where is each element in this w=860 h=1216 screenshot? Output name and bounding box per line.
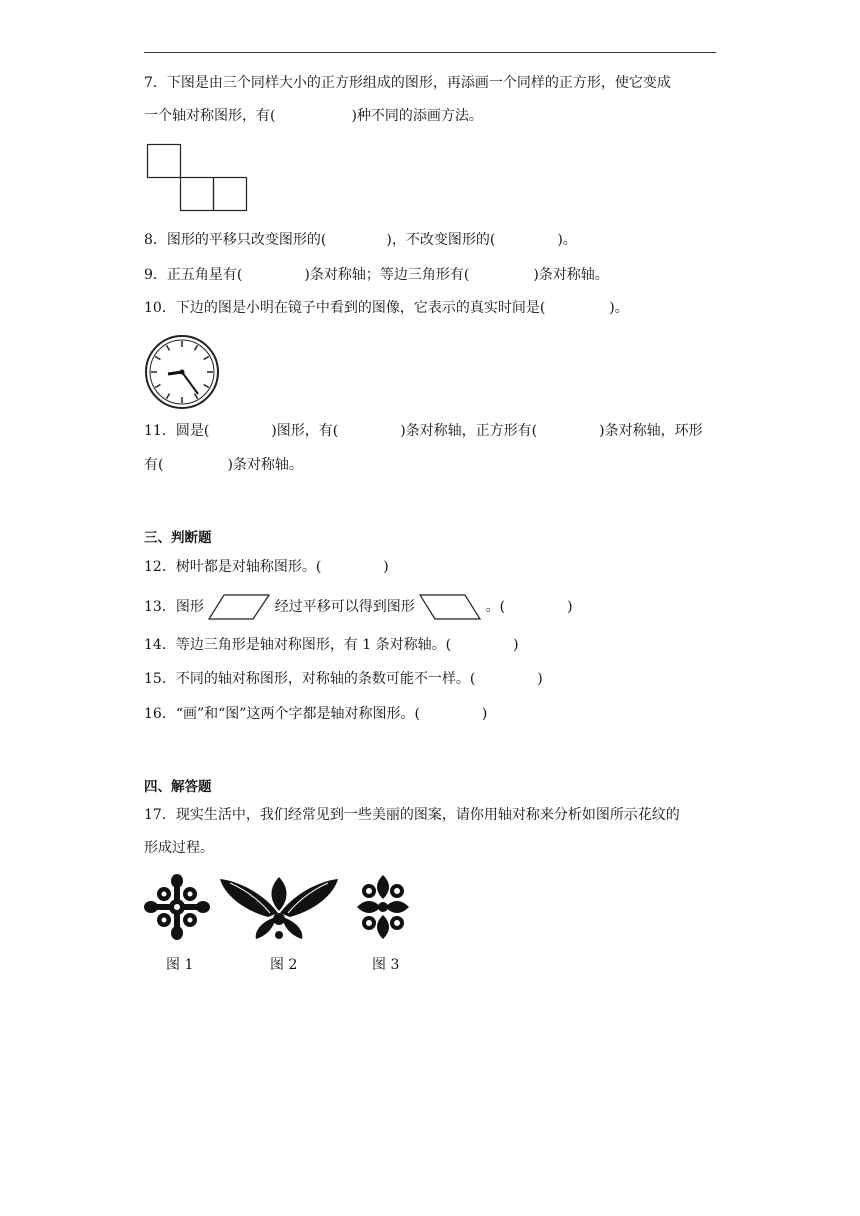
pattern-figure-2 <box>218 873 340 941</box>
pattern-figure-3 <box>355 873 411 941</box>
q11-line1: 11．圆是( )图形，有( )条对称轴，正方形有( )条对称轴，环形 <box>144 423 703 439</box>
q12-line: 12．树叶都是对轴称图形。( ) <box>144 559 389 575</box>
q8-line: 8．图形的平移只改变图形的( )，不改变图形的( )。 <box>144 232 577 248</box>
caption-figure-2: 图 2 <box>270 957 298 973</box>
header-rule <box>144 52 716 53</box>
q17-line2: 形成过程。 <box>144 840 214 856</box>
q17-line1: 17．现实生活中，我们经常见到一些美丽的图案，请你用轴对称来分析如图所示花纹的 <box>144 807 680 823</box>
q14-line: 14．等边三角形是轴对称图形，有 1 条对称轴。( ) <box>144 637 519 653</box>
q7-line2: 一个轴对称图形，有( )种不同的添画方法。 <box>144 108 483 124</box>
pattern-figure-1 <box>144 873 210 941</box>
caption-figure-1: 图 1 <box>166 957 194 973</box>
q10-line: 10．下边的图是小明在镜子中看到的图像，它表示的真实时间是( )。 <box>144 300 629 316</box>
section4-heading: 四、解答题 <box>144 779 212 795</box>
q13-line: 13．图形 经过平移可以得到图形 。( ) <box>144 593 573 621</box>
q9-line: 9．正五角星有( )条对称轴；等边三角形有( )条对称轴。 <box>144 267 609 283</box>
mirror-clock-figure <box>144 334 220 410</box>
parallelogram-left-lean-icon <box>419 593 481 621</box>
q16-line: 16．“画”和“图”这两个字都是轴对称图形。( ) <box>144 706 488 722</box>
parallelogram-right-lean-icon <box>208 593 270 621</box>
q11-line2: 有( )条对称轴。 <box>144 457 303 473</box>
q7-line1: 7．下图是由三个同样大小的正方形组成的图形，再添画一个同样的正方形，使它变成 <box>144 75 671 91</box>
caption-figure-3: 图 3 <box>372 957 400 973</box>
q15-line: 15．不同的轴对称图形，对称轴的条数可能不一样。( ) <box>144 671 543 687</box>
section3-heading: 三、判断题 <box>144 530 212 546</box>
three-squares-figure <box>146 143 248 213</box>
